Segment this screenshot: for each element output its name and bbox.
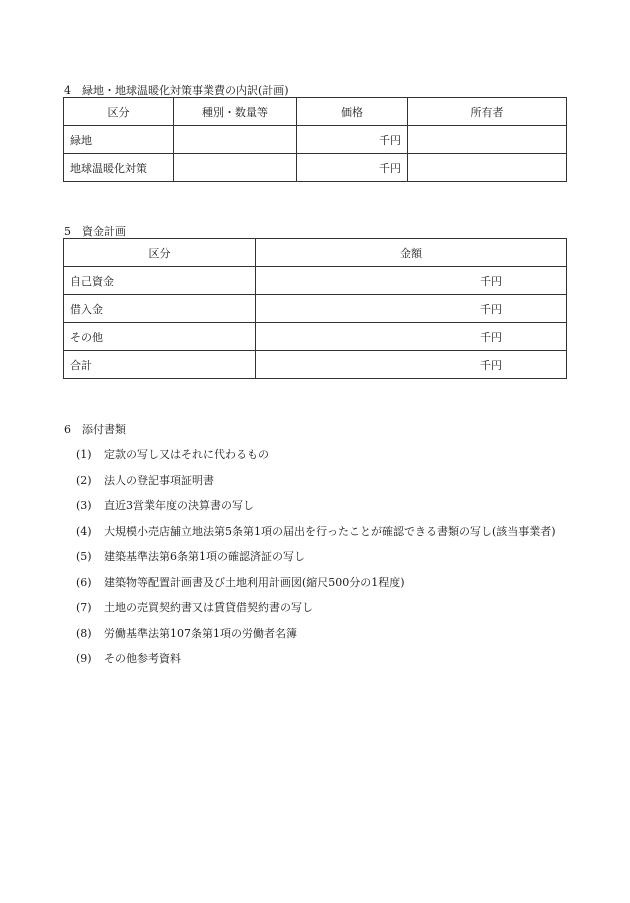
list-item [76, 468, 556, 494]
section4-title-text: 緑地・地球温暖化対策事業費の内訳(計画) [82, 84, 289, 97]
table-row [64, 126, 567, 154]
list-item-label: (6) [76, 575, 92, 589]
list-item-text: 労働基準法第107条第1項の労働者名簿 [104, 626, 297, 640]
table-row [64, 351, 567, 379]
list-item [76, 595, 556, 621]
section5-number: 5 [64, 225, 71, 238]
section4-number: 4 [64, 84, 71, 97]
section6-number: 6 [64, 423, 71, 436]
list-item [76, 442, 556, 468]
header-category: 区分 [64, 239, 256, 267]
list-item-label: (5) [76, 550, 92, 563]
list-item [76, 621, 556, 647]
list-item-label: (9) [76, 652, 92, 665]
row-category: 合計 [64, 351, 256, 379]
list-item-text: 直近3営業年度の決算書の写し [104, 499, 254, 512]
section5-title-text: 資金計画 [82, 225, 126, 238]
header-type-qty: 種別・数量等 [174, 98, 297, 126]
row-price-unit[interactable]: 千円 [297, 126, 408, 154]
list-item-text: 建築基準法第6条第1項の確認済証の写し [104, 550, 305, 563]
row-type-qty[interactable] [174, 126, 297, 154]
list-item-label: (3) [76, 499, 92, 512]
table-header-row [64, 98, 567, 126]
row-owner[interactable] [408, 154, 567, 182]
table-row [64, 154, 567, 182]
table-row [64, 295, 567, 323]
row-amount-unit[interactable]: 千円 [256, 323, 567, 351]
row-category: 緑地 [64, 126, 174, 154]
row-price-unit[interactable]: 千円 [297, 154, 408, 182]
greening-cost-table [63, 97, 567, 182]
table-header-row [64, 239, 567, 267]
section6-title-text: 添付書類 [82, 423, 126, 436]
section5-title [64, 223, 126, 239]
list-item [76, 570, 556, 596]
list-item-label: (4) [76, 524, 92, 538]
row-category: 地球温暖化対策 [64, 154, 174, 182]
attachment-list [76, 442, 556, 672]
table-row [64, 323, 567, 351]
row-type-qty[interactable] [174, 154, 297, 182]
list-item-text: 定款の写し又はそれに代わるもの [104, 448, 269, 461]
section4-title [64, 82, 289, 98]
funding-plan-table [63, 238, 567, 379]
row-owner[interactable] [408, 126, 567, 154]
row-amount-unit[interactable]: 千円 [256, 351, 567, 379]
list-item-text: 土地の売買契約書又は賃貸借契約書の写し [104, 601, 313, 614]
section6-title [64, 421, 126, 437]
row-amount-unit[interactable]: 千円 [256, 295, 567, 323]
list-item [76, 646, 556, 672]
list-item-label: (8) [76, 626, 92, 640]
list-item-text: 大規模小売店舗立地法第5条第1項の届出を行ったことが確認できる書類の写し(該当事業者) [104, 524, 556, 538]
header-owner: 所有者 [408, 98, 567, 126]
list-item-text: その他参考資料 [104, 652, 181, 665]
list-item [76, 519, 556, 545]
list-item-text: 法人の登記事項証明書 [104, 473, 214, 487]
header-amount: 金額 [256, 239, 567, 267]
table-row [64, 267, 567, 295]
list-item-label: (7) [76, 601, 92, 614]
row-category: その他 [64, 323, 256, 351]
header-category: 区分 [64, 98, 174, 126]
list-item [76, 544, 556, 570]
list-item-text: 建築物等配置計画書及び土地利用計画図(縮尺500分の1程度) [104, 575, 405, 589]
header-price: 価格 [297, 98, 408, 126]
list-item-label: (2) [76, 473, 92, 487]
row-category: 借入金 [64, 295, 256, 323]
list-item-label: (1) [76, 448, 92, 461]
row-amount-unit[interactable]: 千円 [256, 267, 567, 295]
row-category: 自己資金 [64, 267, 256, 295]
list-item [76, 493, 556, 519]
